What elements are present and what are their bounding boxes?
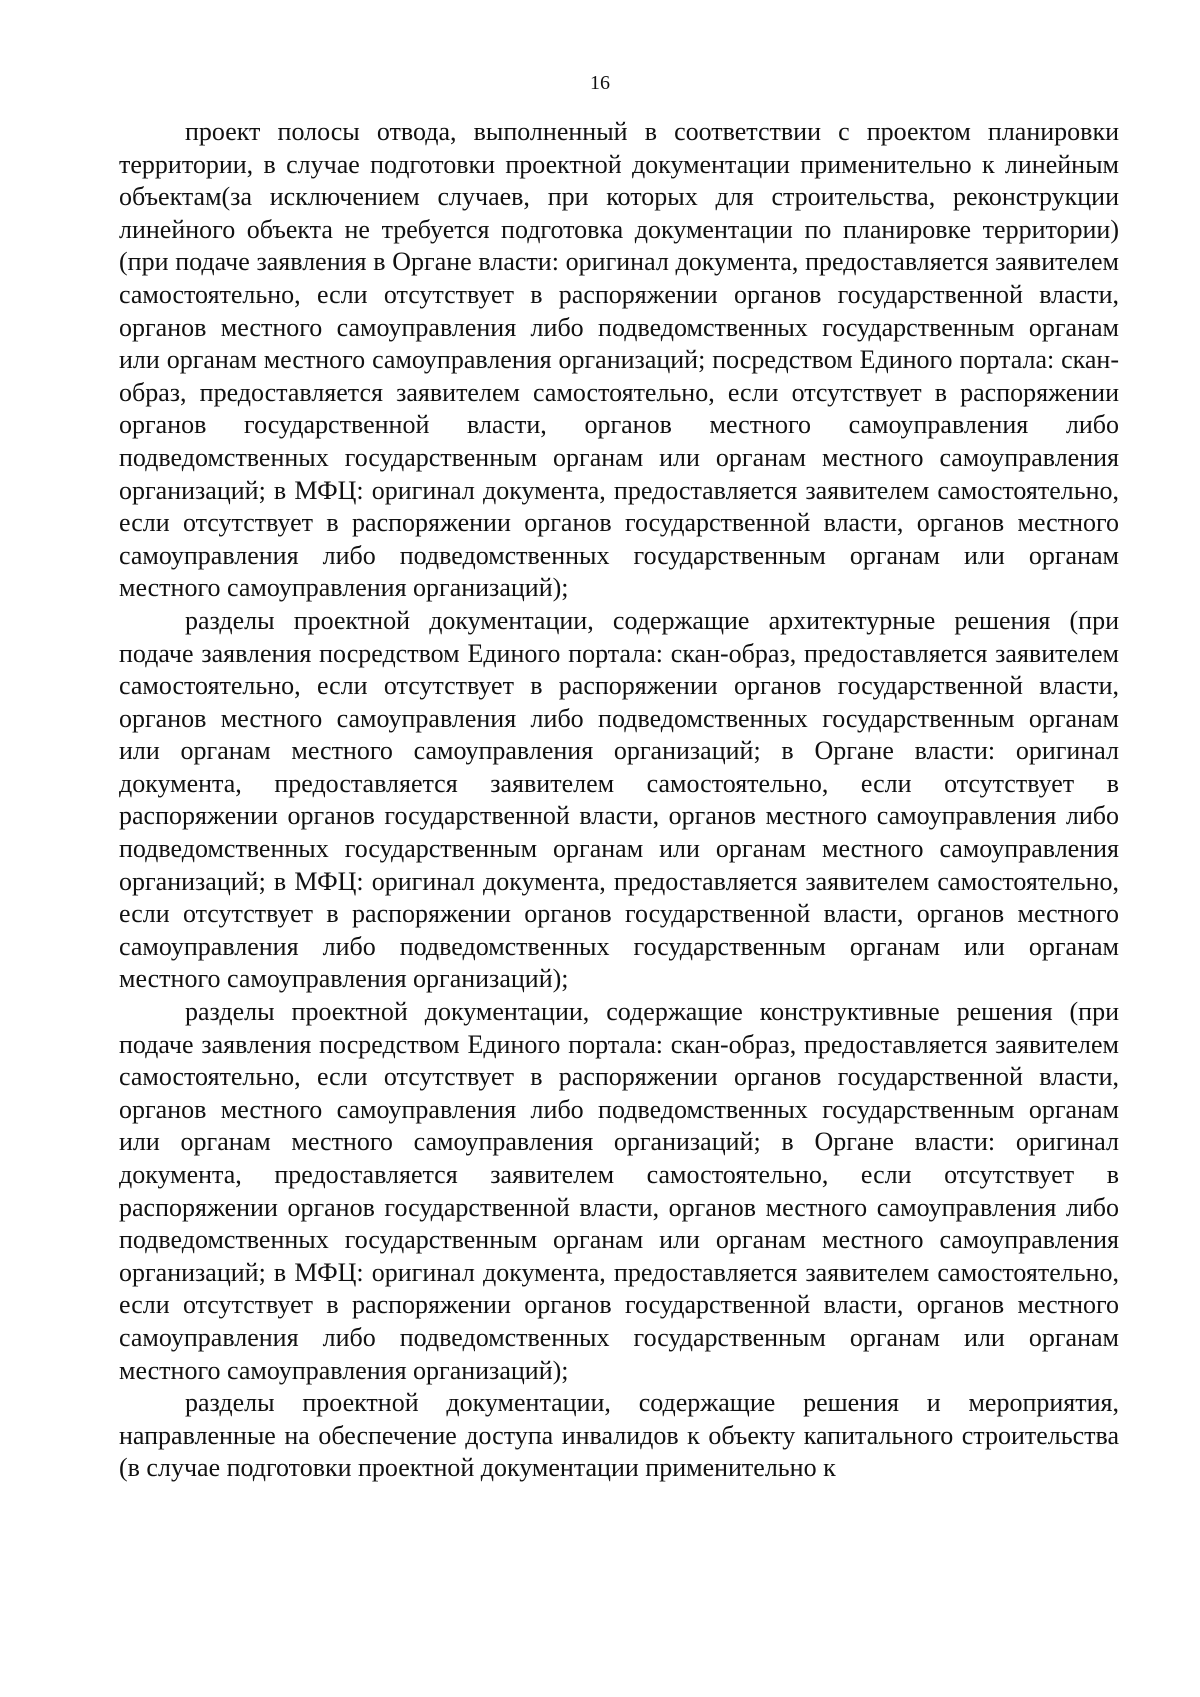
page-number: 16 xyxy=(590,72,610,94)
paragraph-right-of-way-project: проект полосы отвода, выполненный в соответствии с проектом планировки территории, в случае подготовки проектной документации применительно к линейным объектам(за исключением случаев, при которых для строительства, реконструкции линейного объекта не требуется подготовка документации по планировке территории) (при подаче заявления в Органе власти: оригинал документа, предоставляется заявителем самостоятельно, если отсутствует в распоряжении органов государственной власти, органов местного самоуправления либо подведомственных государственным органам или органам местного самоуправления организаций; посредством Единого портала: скан-образ, предоставляется заявителем самостоятельно, если отсутствует в распоряжении органов государственной власти, органов местного самоуправления либо подведомственных государственным органам или органам местного самоуправления организаций; в МФЦ: оригинал документа, предоставляется заявителем самостоятельно, если отсутствует в распоряжении органов государственной власти, органов местного самоуправления либо подведомственных государственным органам или органам местного самоуправления организаций); xyxy=(119,117,1119,603)
paragraph-accessibility-measures: разделы проектной документации, содержащие решения и мероприятия, направленные на обеспечение доступа инвалидов к объекту капитального строительства (в случае подготовки проектной документации применительно к xyxy=(119,1388,1119,1483)
document-body xyxy=(119,116,1119,1485)
paragraph-architectural-solutions: разделы проектной документации, содержащие архитектурные решения (при подаче заявления посредством Единого портала: скан-образ, предоставляется заявителем самостоятельно, если отсутствует в распоряжении органов государственной власти, органов местного самоуправления либо подведомственных государственным органам или органам местного самоуправления организаций; в Органе власти: оригинал документа, предоставляется заявителем самостоятельно, если отсутствует в распоряжении органов государственной власти, органов местного самоуправления либо подведомственных государственным органам или органам местного самоуправления организаций; в МФЦ: оригинал документа, предоставляется заявителем самостоятельно, если отсутствует в распоряжении органов государственной власти, органов местного самоуправления либо подведомственных государственным органам или органам местного самоуправления организаций); xyxy=(119,605,1119,994)
paragraph-structural-solutions: разделы проектной документации, содержащие конструктивные решения (при подаче заявления посредством Единого портала: скан-образ, предоставляется заявителем самостоятельно, если отсутствует в распоряжении органов государственной власти, органов местного самоуправления либо подведомственных государственным органам или органам местного самоуправления организаций; в Органе власти: оригинал документа, предоставляется заявителем самостоятельно, если отсутствует в распоряжении органов государственной власти, органов местного самоуправления либо подведомственных государственным органам или органам местного самоуправления организаций; в МФЦ: оригинал документа, предоставляется заявителем самостоятельно, если отсутствует в распоряжении органов государственной власти, органов местного самоуправления либо подведомственных государственным органам или органам местного самоуправления организаций); xyxy=(119,997,1119,1385)
